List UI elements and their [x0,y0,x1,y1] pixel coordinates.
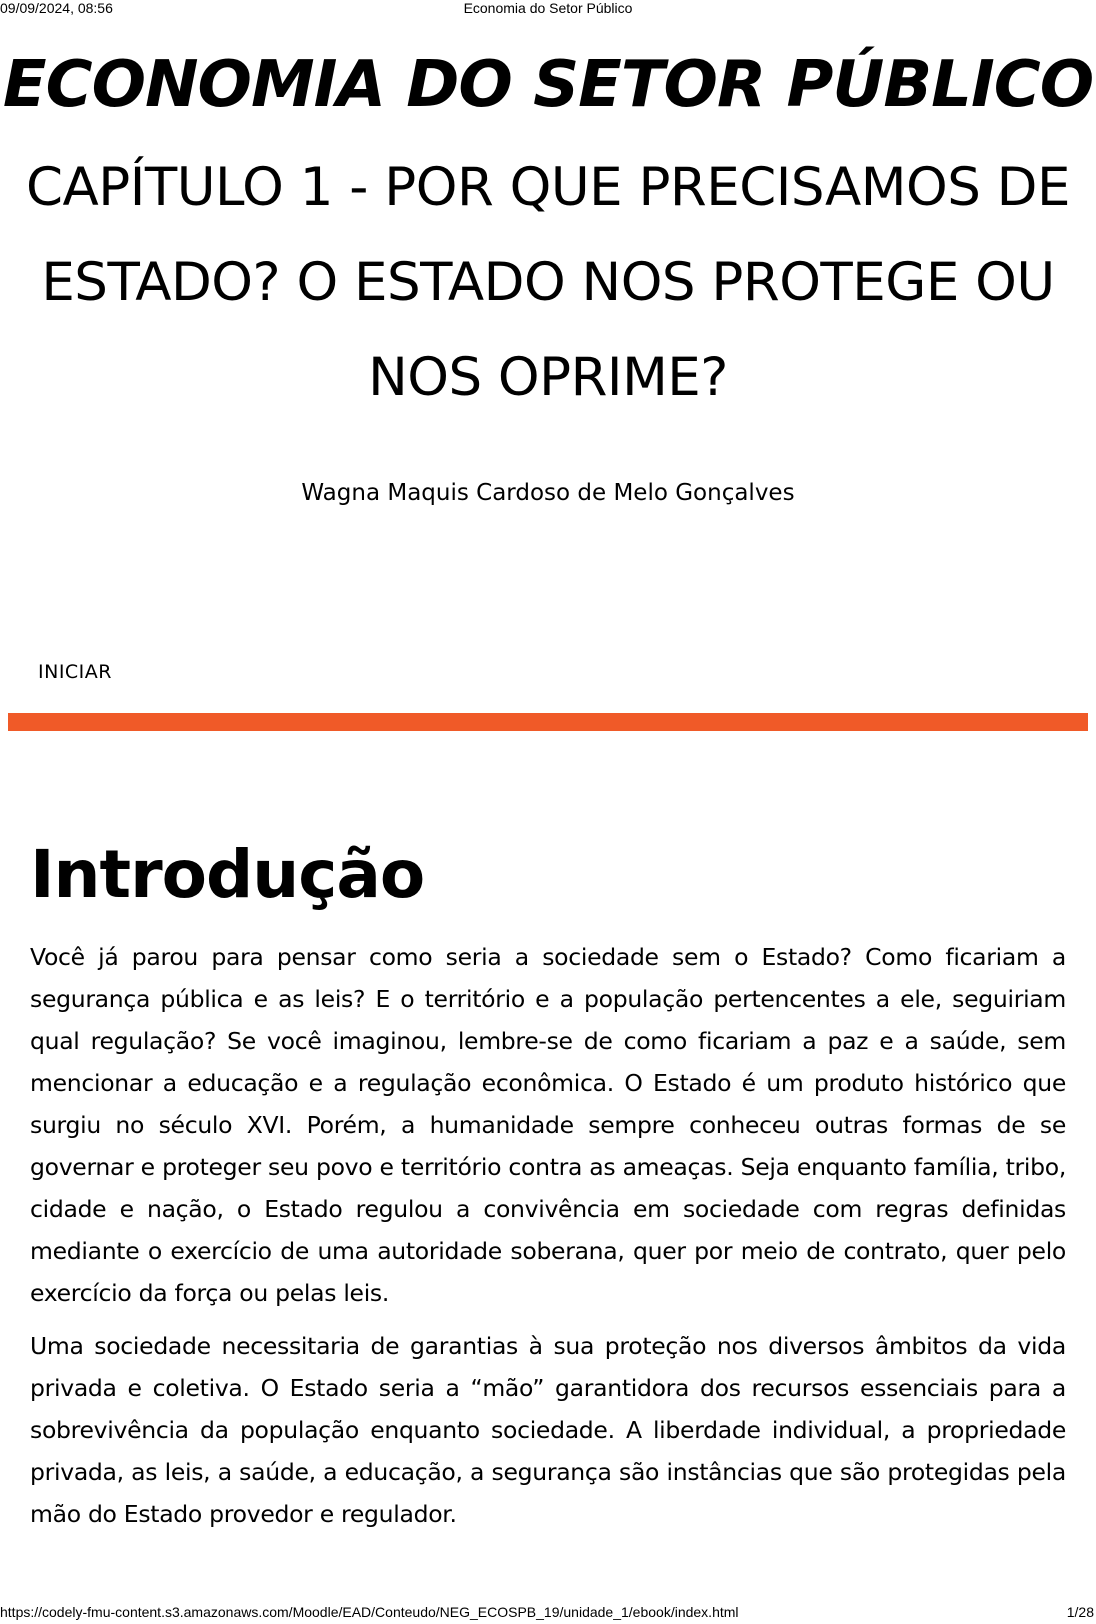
book-title: ECONOMIA DO SETOR PÚBLICO [2,48,1094,122]
print-footer [0,1604,1096,1622]
print-url: https://codely-fmu-content.s3.amazonaws.com/Moodle/EAD/Conteudo/NEG_ECOSPB_19/unidade_1/ebook/index.html [0,1604,739,1620]
start-button[interactable]: INICIAR [38,661,112,683]
author-name: Wagna Maquis Cardoso de Melo Gonçalves [301,480,795,506]
intro-paragraph-2: Uma sociedade necessitaria de garantias à sua proteção nos diversos âmbitos da vida privada e coletiva. O Estado seria a “mão” garantidora dos recursos essenciais para a sobrevivência da população enquanto sociedade. A liberdade individual, a propriedade privada, as leis, a saúde, a educação, a segurança são instâncias que são protegidas pela mão do Estado provedor e regulador. [30,1332,1066,1528]
print-page-number: 1/28 [1066,1604,1094,1620]
section-heading: Introdução [30,836,425,913]
print-datetime: 09/09/2024, 08:56 [0,0,113,16]
chapter-title: CAPÍTULO 1 - POR QUE PRECISAMOS DE ESTADO? O ESTADO NOS PROTEGE OU NOS OPRIME? [26,157,1070,408]
accent-divider [8,713,1088,731]
intro-paragraph-1: Você já parou para pensar como seria a sociedade sem o Estado? Como ficariam a segurança pública e as leis? E o território e a população pertencentes a ele, seguiriam qual regulação? Se você imaginou, lembre-se de como ficariam a paz e a saúde, sem mencionar a educação e a regulação econômica. O Estado é um produto histórico que surgiu no século XVI. Porém, a humanidade sempre conheceu outras formas de se governar e proteger seu povo e território contra as ameaças. Seja enquanto família, tribo, cidade e nação, o Estado regulou a convivência em sociedade com regras definidas mediante o exercício de uma autoridade soberana, quer por meio de contrato, quer pelo exercício da força ou pelas leis. [30,943,1066,1307]
print-header [0,0,1096,18]
print-document-title: Economia do Setor Público [463,0,633,16]
